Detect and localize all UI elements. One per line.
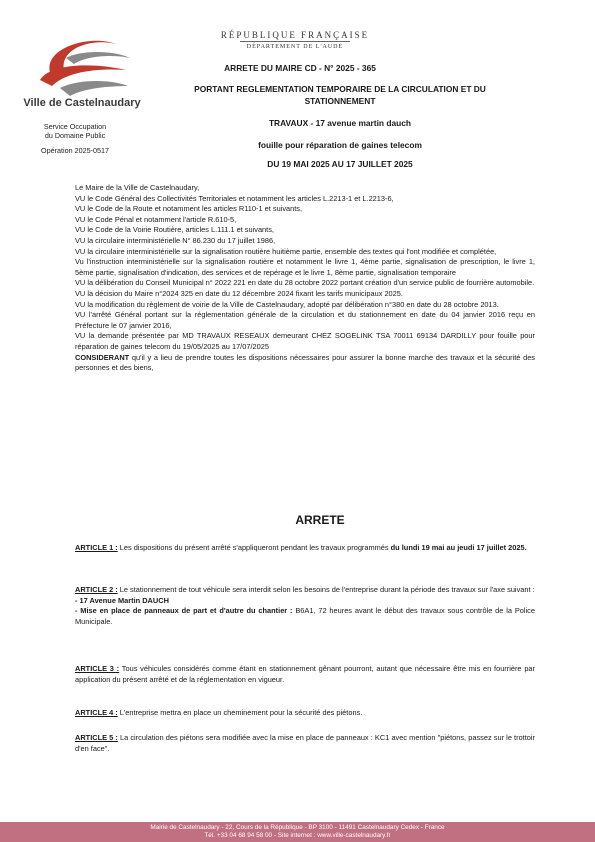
article-3-label: ARTICLE 3 :	[75, 664, 120, 673]
vu-line: VU la demande présentée par MD TRAVAUX RESEAUX demeurant CHEZ SOGELINK TSA 70011 69134 DARDILLY pour fouille pour réparation de gaines telecom du 19/05/2025 au 17/07/2025	[75, 331, 535, 351]
article-1	[75, 543, 535, 554]
header-divider	[240, 41, 350, 42]
article-1-text: Les dispositions du présent arrêté s'appliqueront pendant les travaux programmés	[117, 543, 391, 552]
article-2-panneaux-text: B6A1, 72 heures avant le début des travaux sous contrôle de la Police Municipale.	[75, 606, 535, 626]
article-5	[75, 733, 535, 754]
logo-text: Ville de Castelnaudary	[23, 97, 141, 109]
vu-line: VU le Code Pénal et notamment l'article R.610-5,	[75, 214, 237, 224]
republique-francaise: RÉPUBLIQUE FRANÇAISE	[220, 30, 370, 40]
article-5-label: ARTICLE 5 :	[75, 733, 118, 742]
vu-line: Vu l'instruction interministérielle sur la signalisation routière et notamment le livre 1, 4ème partie, signalisation de prescription, le livre 1, 5ème partie, signalisation d'indication, des services et de repérage et le livre 1, 8ème partie, signalisation temporaire	[75, 257, 535, 277]
fouille-title: fouille pour réparation de gaines telecom	[258, 140, 422, 150]
article-2-street: - 17 Avenue Martin DAUCH	[75, 595, 169, 605]
article-3-text: Tous véhicules considérés comme étant en stationnement gênant pourront, autant que nécessaire être mis en fourrière par application du présent arrêté et de la réglementation en vigueur.	[75, 664, 535, 684]
vu-line: VU l'arrêté Général portant sur la réglementation générale de la circulation et du stationnement en date du 04 janvier 2016 reçu en Préfecture le 07 janvier 2016,	[75, 310, 535, 330]
article-4	[75, 708, 535, 719]
article-3	[75, 664, 535, 685]
departement: DÉPARTEMENT DE L'AUDE	[246, 44, 344, 50]
article-5-text: La circulation des piétons sera modifiée avec la mise en place de panneaux : KC1 avec mention "piétons, passez sur le trottoir d'en face".	[75, 733, 536, 753]
arrete-heading: ARRETE	[295, 513, 345, 527]
article-2-panneaux-label: - Mise en place de panneaux de part et d'autre du chantier :	[75, 606, 293, 616]
vu-line: VU la décision du Maire n°2024 325 en date du 12 décembre 2024 fixant les tarifs municipaux 2025.	[75, 288, 403, 298]
vu-line: VU le Code Général des Collectivités Territoriales et notamment les articles L.2213-1 et L.2213-6,	[75, 193, 394, 203]
article-2	[75, 585, 535, 627]
dates-title: DU 19 MAI 2025 AU 17 JUILLET 2025	[267, 159, 413, 169]
service-line-2: du Domaine Public	[44, 131, 106, 140]
article-1-dates: du lundi 19 mai au jeudi 17 juillet 2025.	[390, 543, 527, 552]
article-4-label: ARTICLE 4 :	[75, 708, 118, 717]
vu-line: VU la circulaire interministérielle N° 86.230 du 17 juillet 1986,	[75, 235, 276, 245]
travaux-title: TRAVAUX - 17 avenue martin dauch	[268, 118, 412, 128]
considerant-line	[75, 353, 535, 374]
portant-title	[175, 83, 505, 107]
article-2-text: Le stationnement de tout véhicule sera interdit selon les besoins de l'entreprise durant la période des travaux sur l'axe suivant :	[117, 585, 535, 594]
portant-line-2: STATIONNEMENT	[304, 96, 376, 106]
visas-block	[75, 183, 535, 374]
article-4-text: L'entreprise mettra en place un cheminement pour la sécurité des piétons.	[117, 708, 363, 717]
portant-line-1: PORTANT REGLEMENTATION TEMPORAIRE DE LA CIRCULATION ET DU	[194, 84, 486, 94]
castelnaudary-logo-icon	[30, 28, 140, 102]
article-2-label: ARTICLE 2 :	[75, 585, 118, 594]
vu-line: VU le Code de la Route et notamment les articles R110-1 et suivants,	[75, 204, 303, 214]
service-block	[20, 122, 130, 155]
vu-line: VU le Code de la Voirie Routière, articles L.111.1 et suivants,	[75, 225, 274, 235]
footer-address: Mairie de Castelnaudary - 22, Cours de la République - BP 3100 - 11491 Castelnaudary Cedex - France	[150, 824, 445, 831]
intro-line: Le Maire de la Ville de Castelnaudary,	[75, 183, 200, 192]
vu-line: VU la modification du règlement de voirie de la Ville de Castelnaudary, adopté par délibération n°380 en date du 28 octobre 2013.	[75, 299, 499, 309]
article-1-label: ARTICLE 1 :	[75, 543, 118, 552]
footer-contact: Tél. +33 04 68 94 58 00 - Site internet : www.ville-castelnaudary.fr	[204, 832, 391, 839]
operation-number: Opération 2025-0517	[41, 146, 109, 155]
considerant-label: CONSIDERANT	[75, 352, 130, 362]
considerant-text: qu'il y a lieu de prendre toutes les dispositions nécessaires pour assurer la bonne marche des travaux et la sécurité des personnes et des biens,	[75, 352, 535, 373]
vu-line: VU la délibération du Conseil Municipal n° 2022 221 en date du 28 octobre 2022 portant création d'un service public de fourrière automobile.	[75, 278, 535, 288]
arrete-number: ARRETE DU MAIRE CD - N° 2025 - 365	[224, 63, 376, 73]
service-line-1: Service Occupation	[43, 122, 107, 131]
vu-line: VU la circulaire interministérielle sur la signalisation routière huitième partie, ensemble des textes qui l'ont modifiée et complétée,	[75, 246, 497, 256]
